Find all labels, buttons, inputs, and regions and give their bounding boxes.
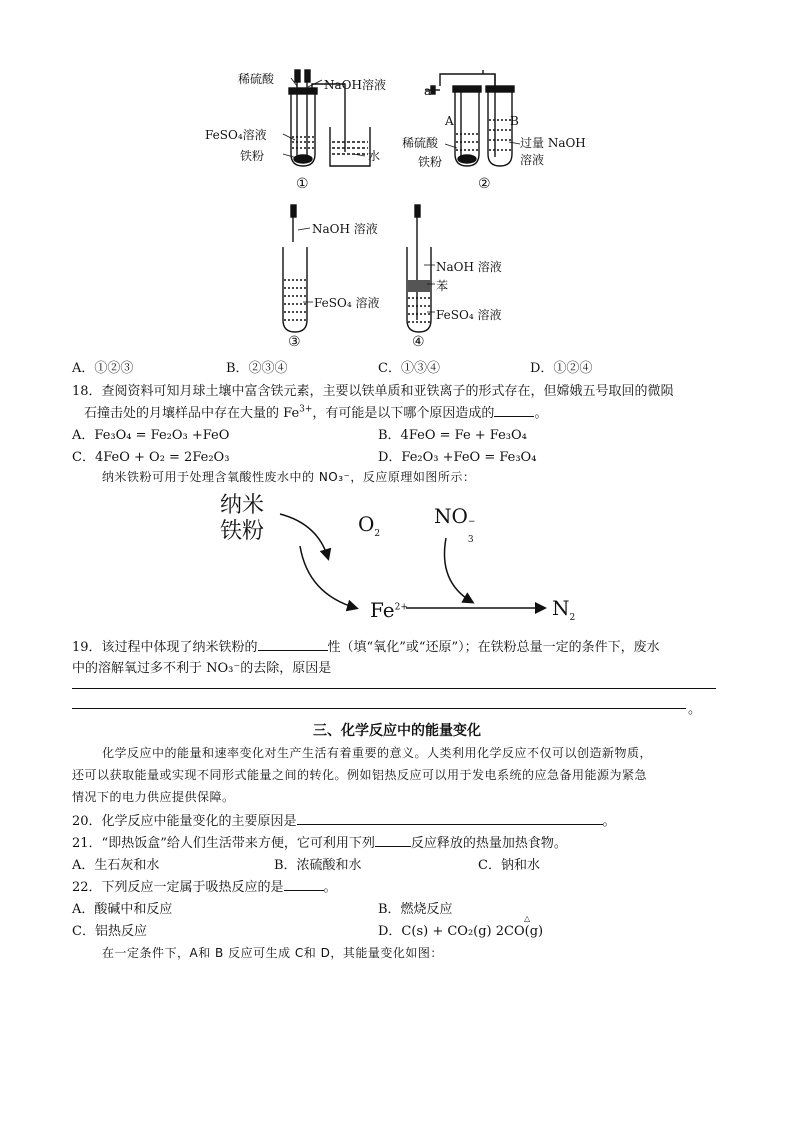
fig1-iron-label: 铁粉	[240, 149, 265, 163]
q18-stem-line-1: 18．查阅资料可知月球土壤中富含铁元素，主要以铁单质和亚铁离子的形式存在，但嫦娥五号取回的微陨	[72, 384, 674, 399]
q19-line-1: 19．该过程中体现了纳米铁粉的 性（填“氧化”或“还原”）；在铁粉总量一定的条件下，废水	[72, 640, 660, 655]
apparatus-3	[283, 205, 313, 332]
q19-answer-line-2[interactable]	[72, 708, 686, 709]
apparatus-figure	[195, 62, 615, 352]
q21-stem: 21．“即热饭盒”给人们生活带来方便，它可利用下列 反应释放的热量加热食物。	[72, 836, 567, 851]
reaction-diagram	[210, 486, 610, 626]
fig1-acid-label: 稀硫酸	[238, 72, 275, 86]
q19-answer-line-1[interactable]	[72, 688, 716, 689]
q17-option-c[interactable]: C．①③④	[378, 361, 440, 376]
q18-option-d[interactable]: D．Fe₂O₃ +FeO = Fe₃O₄	[378, 450, 537, 465]
q21-option-b[interactable]: B．浓硫酸和水	[274, 858, 362, 873]
q22-stem: 22．下列反应一定属于吸热反应的是 。	[72, 880, 337, 895]
q22-option-c[interactable]: C．铝热反应	[72, 924, 147, 939]
arrow-no3-to-n2	[444, 538, 472, 602]
apparatus-2	[425, 70, 520, 166]
apparatus-4	[407, 205, 435, 332]
q18-stem-line-2: 石撞击处的月壤样品中存在大量的 $Fe^{3+}$，有可能是以下哪个原因造成的 。	[84, 404, 548, 421]
q21-option-c[interactable]: C．钠和水	[478, 858, 540, 873]
q21-option-a[interactable]: A．生石灰和水	[72, 858, 160, 873]
nano-label-2: 铁粉	[220, 519, 265, 544]
fig4-naoh-label: NaOH 溶液	[436, 260, 502, 274]
q22-heat-symbol: △	[524, 914, 531, 923]
arrow-nano-to-fe	[300, 546, 356, 608]
fig3-naoh-label: NaOH 溶液	[312, 222, 378, 236]
fig2-number: ②	[478, 176, 491, 192]
reaction-arrows	[210, 486, 610, 626]
section-3-intro-1: 化学反应中的能量和速率变化对生产生活有着重要的意义。人类利用化学反应不仅可以创造新物质，	[102, 746, 653, 760]
q20-stem: 20．化学反应中能量变化的主要原因是 。	[72, 814, 616, 829]
fig1-feso4-label: FeSO₄溶液	[205, 128, 267, 142]
q18-answer-blank[interactable]	[494, 404, 534, 417]
q17-option-b[interactable]: B．②③④	[226, 361, 288, 376]
q19-blank-1[interactable]	[258, 638, 328, 651]
fig1-water-label: 水	[368, 149, 381, 163]
n2-label: $N_2$	[552, 596, 576, 623]
fig3-number: ③	[288, 334, 301, 350]
q22-option-b[interactable]: B．燃烧反应	[378, 902, 453, 917]
fig2-a-label: a	[424, 84, 432, 98]
fig2-iron-label: 铁粉	[418, 155, 443, 169]
nano-label-1: 纳米	[220, 493, 265, 518]
q22-option-a[interactable]: A．酸碱中和反应	[72, 902, 173, 917]
nano-iron-intro: 纳米铁粉可用于处理含氧酸性废水中的 NO₃⁻，反应原理如图所示：	[102, 470, 476, 484]
fig4-number: ④	[412, 334, 425, 350]
fig1-naoh-label: NaOH溶液	[324, 78, 386, 92]
q19-line-2: 中的溶解氧过多不利于 NO₃⁻的去除，原因是	[72, 661, 332, 676]
q20-blank[interactable]	[297, 812, 603, 825]
q22-blank[interactable]	[284, 878, 324, 891]
o2-label: $O_2$	[358, 512, 381, 539]
fig2-acid-label: 稀硫酸	[402, 136, 439, 150]
q18-option-b[interactable]: B．4FeO = Fe + Fe₃O₄	[378, 428, 527, 443]
q18-option-a[interactable]: A．Fe₃O₄ = Fe₂O₃ +FeO	[72, 428, 230, 443]
fe2-label: $Fe^{2+}$	[370, 598, 408, 622]
section-3-intro-3: 情况下的电力供应提供保障。	[72, 790, 235, 804]
fig2-naoh-label-1: 过量 NaOH	[520, 136, 586, 150]
q21-blank[interactable]	[375, 834, 411, 847]
section-3-intro-2: 还可以获取能量或实现不同形式能量之间的转化。例如铝热反应可以用于发电系统的应急备用能源为紧急	[72, 768, 648, 782]
energy-diagram-intro: 在一定条件下，A和 B 反应可生成 C和 D，其能量变化如图：	[102, 946, 443, 960]
q18-option-c[interactable]: C．4FeO + O₂ = 2Fe₂O₃	[72, 450, 230, 465]
fig2-A-label: A	[445, 114, 454, 128]
fig2-naoh-label-2: 溶液	[520, 153, 545, 167]
q17-option-a[interactable]: A．①②③	[72, 361, 134, 376]
section-3-title: 三、化学反应中的能量变化	[313, 723, 481, 739]
fig3-feso4-label: FeSO₄ 溶液	[314, 296, 380, 310]
arrow-nano-to-o2	[280, 514, 328, 558]
q17-option-d[interactable]: D．①②④	[530, 361, 593, 376]
fig4-benzene-label: 苯	[436, 279, 449, 293]
fig4-feso4-label: FeSO₄ 溶液	[436, 308, 502, 322]
q19-end: 。	[688, 702, 702, 717]
fig2-B-label: B	[510, 114, 519, 128]
fig1-number: ①	[296, 176, 309, 192]
no3-label: NO − 3	[434, 504, 476, 545]
